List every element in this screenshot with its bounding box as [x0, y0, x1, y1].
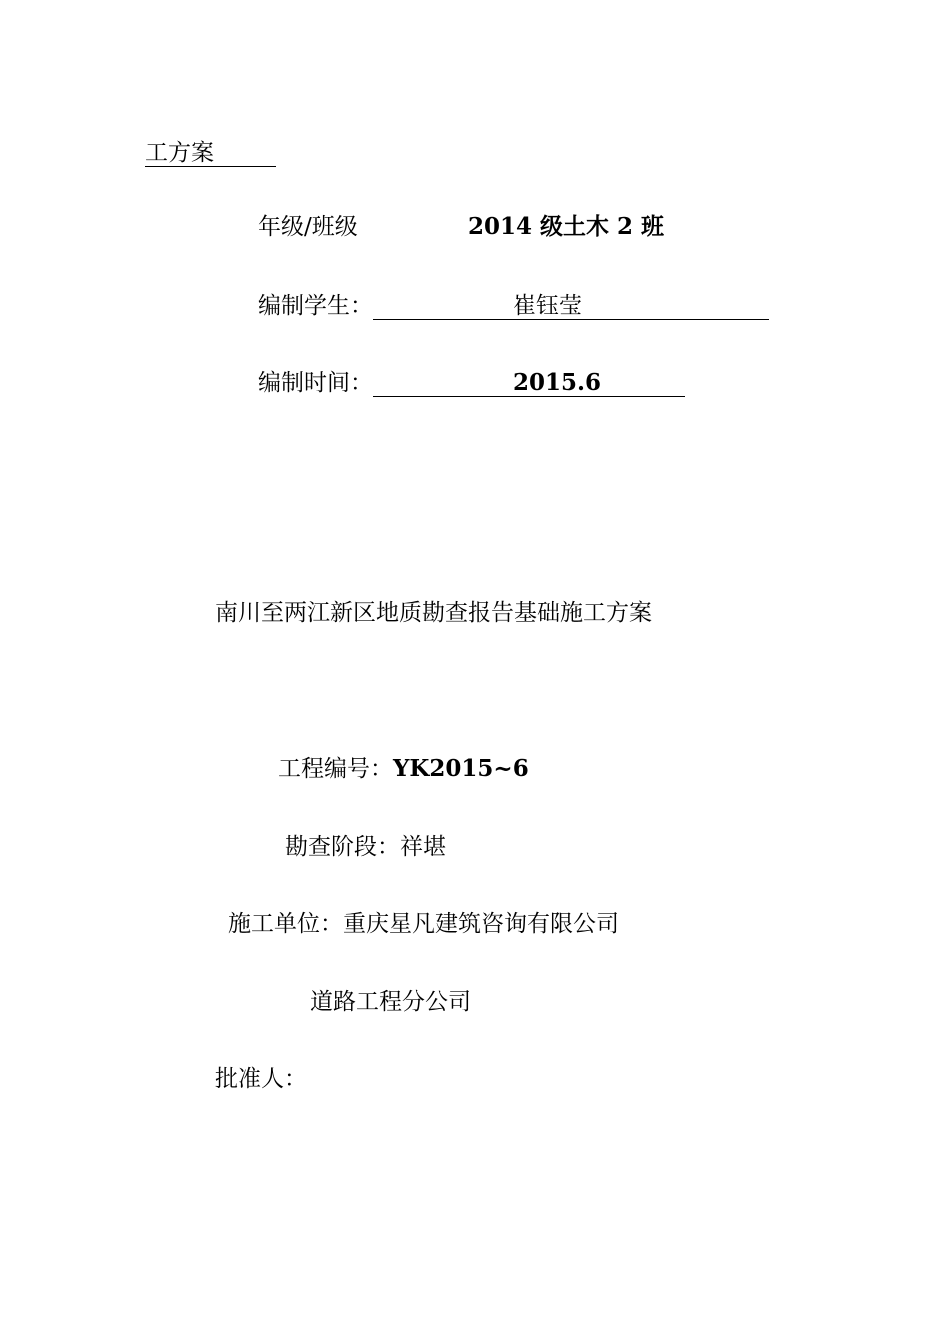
document-title: 南川至两江新区地质勘查报告基础施工方案 [215, 600, 652, 626]
survey-stage-label: 勘查阶段： [285, 834, 400, 860]
project-number-row [278, 754, 529, 784]
student-underline [373, 293, 769, 320]
student-value: 崔钰莹 [513, 293, 582, 319]
student-label: 编制学生： [258, 293, 373, 319]
date-label: 编制时间： [258, 370, 373, 396]
approver-label: 批准人： [215, 1066, 307, 1092]
header-fragment [145, 138, 276, 168]
survey-stage-row [285, 832, 446, 862]
survey-stage-value: 祥堪 [400, 834, 446, 860]
project-number-value: YK2015~6 [393, 755, 529, 782]
grade-class-row [258, 212, 664, 242]
date-underline [373, 370, 685, 397]
subsidiary-name: 道路工程分公司 [310, 989, 471, 1015]
grade-class-value: 2014 级土木 2 班 [468, 213, 665, 240]
construction-unit-value: 重庆星凡建筑咨询有限公司 [343, 911, 619, 937]
student-row [258, 291, 769, 321]
project-number-label: 工程编号： [278, 756, 393, 782]
construction-unit-label: 施工单位： [228, 911, 343, 937]
construction-unit-row [228, 909, 619, 939]
date-value: 2015.6 [513, 369, 602, 396]
grade-class-label: 年级/班级 [258, 214, 358, 240]
header-fragment-text: 工方案 [145, 140, 276, 167]
date-row [258, 368, 685, 398]
